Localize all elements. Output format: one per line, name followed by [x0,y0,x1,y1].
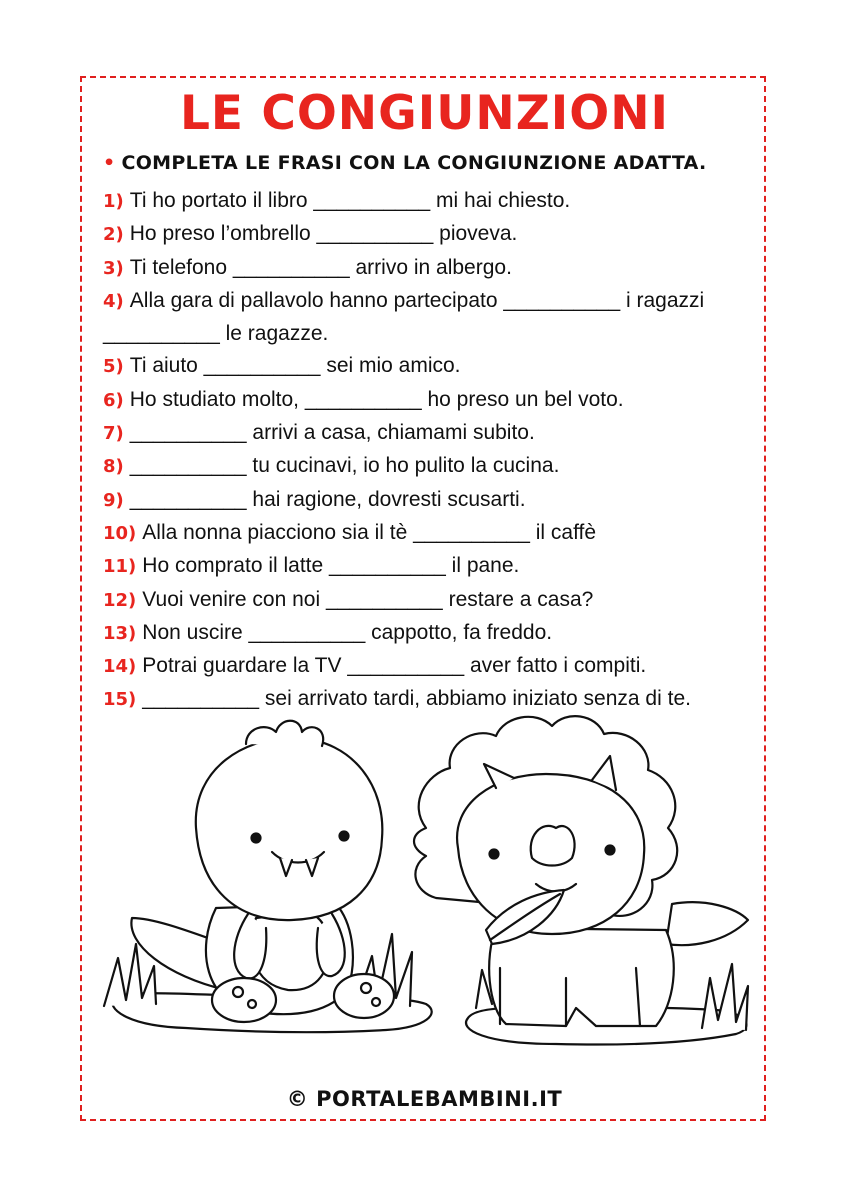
exercise-text: Ti telefono __________ arrivo in albergo. [129,255,512,279]
exercise-number: 9) [103,489,124,511]
exercise-number: 3) [103,257,124,279]
copyright-footer: © PORTALEBAMBINI.IT [286,1087,563,1111]
exercise-text: Vuoi venire con noi __________ restare a casa? [142,587,594,611]
page-title: LE CONGIUNZIONI [179,86,670,141]
exercise-number: 8) [103,456,124,478]
exercise-item [103,384,753,417]
instruction [103,152,763,174]
exercise-text: __________ arrivi a casa, chiamami subito. [129,421,535,445]
exercise-item [103,484,753,517]
exercise-number: 7) [103,423,124,445]
exercise-item [103,350,753,383]
exercise-text: Non uscire __________ cappotto, fa freddo. [142,620,553,644]
exercise-text: Ho studiato molto, __________ ho preso un bel voto. [129,387,624,411]
exercise-item [103,617,753,650]
exercise-text: Ti ho portato il libro __________ mi hai chiesto. [129,189,571,212]
exercise-text: __________ hai ragione, dovresti scusarti. [129,487,526,511]
exercise-number: 15) [103,689,137,711]
exercise-text: Ti aiuto __________ sei mio amico. [129,354,461,378]
exercise-text: Alla nonna piacciono sia il tè __________ il caffè [142,520,597,544]
exercise-text: Ho comprato il latte __________ il pane. [142,554,520,578]
exercise-number: 13) [103,622,137,644]
exercise-text: Alla gara di pallavolo hanno partecipato __________ i ragazzi __________ le ragazze. [103,288,705,346]
exercise-item [103,285,753,351]
exercise-number: 5) [103,356,124,378]
exercise-number: 11) [103,556,137,578]
exercise-number: 14) [103,656,137,678]
exercise-item [103,450,753,483]
instruction-text: COMPLETA LE FRASI CON LA CONGIUNZIONE ADATTA. [121,152,707,174]
exercise-text: Potrai guardare la TV __________ aver fatto i compiti. [142,654,647,678]
exercise-list [103,185,753,717]
baby-dinosaurs-coloring-illustration [96,708,756,1053]
exercise-number: 4) [103,290,124,312]
exercise-number: 6) [103,389,124,411]
exercise-number: 2) [103,224,124,246]
exercise-item [103,584,753,617]
instruction-bullet: • [103,152,116,174]
exercise-text: Ho preso l’ombrello __________ pioveva. [129,222,518,246]
exercise-item [103,252,753,285]
exercise-item [103,517,753,550]
exercise-text: __________ sei arrivato tardi, abbiamo iniziato senza di te. [142,687,691,711]
exercise-item [103,550,753,583]
exercise-number: 1) [103,191,124,212]
exercise-item [103,185,753,218]
exercise-item [103,218,753,251]
exercise-item [103,417,753,450]
exercise-number: 10) [103,522,137,544]
exercise-text: __________ tu cucinavi, io ho pulito la cucina. [129,454,560,478]
exercise-item [103,650,753,683]
exercise-number: 12) [103,589,137,611]
